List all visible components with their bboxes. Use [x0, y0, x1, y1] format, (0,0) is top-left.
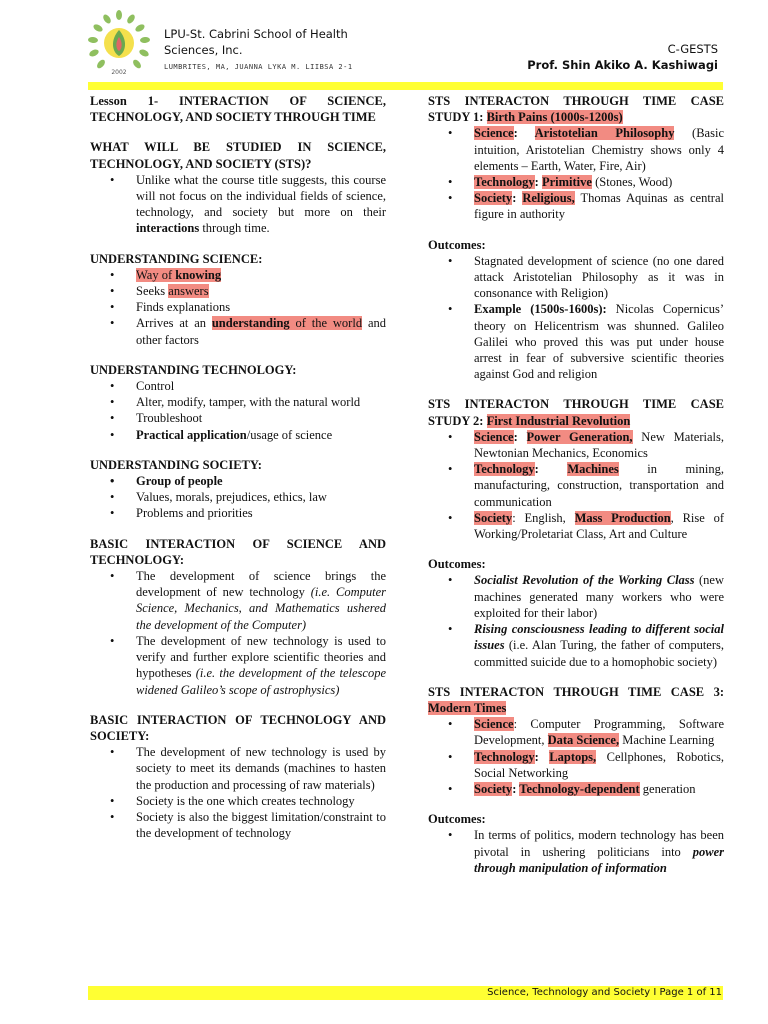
- case-study-1-outcomes-label: Outcomes:: [428, 237, 486, 252]
- list-item: • Finds explanations: [136, 299, 386, 315]
- technology-society-heading: BASIC INTERACTION OF TECHNOLOGY AND SOCIETY:: [90, 712, 386, 743]
- list-item: • Rising consciousness leading to different social issues (i.e. Alan Turing, the father of computers, committed suicide due to a homophobic society): [474, 621, 724, 670]
- case-study-2-list: [428, 429, 724, 542]
- department-code: C-GESTS: [667, 42, 718, 56]
- school-name-line2: Sciences, Inc.: [164, 43, 243, 57]
- page-header: [0, 0, 768, 92]
- school-name: [164, 26, 353, 75]
- case-study-1-list: [428, 125, 724, 222]
- technology-society-list: [90, 744, 386, 841]
- list-item: • Science: Computer Programming, Software Development, Data Science, Machine Learning: [474, 716, 724, 748]
- header-divider-bar: [88, 82, 723, 90]
- case-study-2-outcomes: [428, 572, 724, 669]
- list-item: • The development of new technology is used by society to meet its demands (machines to hasten the production and processing of raw materials): [136, 744, 386, 793]
- case-study-3-outcomes: [428, 827, 724, 876]
- list-item: • In terms of politics, modern technology has been pivotal in ushering politicians into power through manipulation of information: [474, 827, 724, 876]
- case-study-1-outcomes: [428, 253, 724, 383]
- society-heading: UNDERSTANDING SOCIETY:: [90, 457, 262, 472]
- list-item: • Arrives at an understanding of the world and other factors: [136, 315, 386, 347]
- school-name-line1: LPU-St. Cabrini School of Health: [164, 27, 348, 41]
- list-item: • Technology: Machines in mining, manufacturing, construction, transportation and communication: [474, 461, 724, 510]
- list-item: • Science: Power Generation, New Materials, Newtonian Mechanics, Economics: [474, 429, 724, 461]
- page-footer: Science, Technology and Society I Page 1 of 11: [487, 987, 722, 998]
- list-item: • Unlike what the course title suggests, this course will not focus on the individual fields of science, technology, and society but more on their interactions through time.: [136, 172, 386, 237]
- list-item: • Way of knowing: [136, 267, 386, 283]
- technology-list: [90, 378, 386, 443]
- science-heading: UNDERSTANDING SCIENCE:: [90, 251, 263, 266]
- list-item: • Alter, modify, tamper, with the natural world: [136, 394, 386, 410]
- right-column: [428, 93, 724, 876]
- list-item: • Example (1500s-1600s): Nicolas Copernicus’ theory on Helicentrism was shunned. Galileo Galilei who proved this was put under house arrest in fear of subversive scientific theories against God and religion: [474, 301, 724, 382]
- list-item: • Society: English, Mass Production, Rise of Working/Proletariat Class, Art and Culture: [474, 510, 724, 542]
- list-item: • Control: [136, 378, 386, 394]
- case-study-1-heading: STS INTERACTON THROUGH TIME CASE STUDY 1: Birth Pains (1000s-1200s): [428, 94, 724, 125]
- case-study-3-outcomes-label: Outcomes:: [428, 812, 486, 827]
- studied-heading: WHAT WILL BE STUDIED IN SCIENCE, TECHNOLOGY, AND SOCIETY (STS)?: [90, 140, 386, 171]
- list-item: • The development of science brings the development of new technology (i.e. Computer Science, Mechanics, and Mathematics ushered the development of the Computer): [136, 568, 386, 633]
- course-info: [527, 41, 718, 73]
- science-technology-list: [90, 568, 386, 698]
- list-item: • Problems and priorities: [136, 505, 386, 521]
- list-item: • Troubleshoot: [136, 410, 386, 426]
- left-column: [90, 93, 386, 841]
- list-item: • Science: Aristotelian Philosophy (Basic intuition, Aristotelian Chemistry shows only 4 elements – Earth, Water, Fire, Air): [474, 125, 724, 174]
- case-study-2-outcomes-label: Outcomes:: [428, 557, 486, 572]
- list-item: • The development of new technology is used to verify and further explore scientific theories and hypotheses (i.e. the development of the telescope widened Galileo’s scope of astrophysics): [136, 633, 386, 698]
- list-item: • Socialist Revolution of the Working Class (new machines generated many workers who were exploited for their labor): [474, 572, 724, 621]
- case-study-3-heading: STS INTERACTON THROUGH TIME CASE 3: Modern Times: [428, 684, 724, 715]
- list-item: • Technology: Laptops, Cellphones, Robotics, Social Networking: [474, 749, 724, 781]
- list-item: • Group of people: [136, 473, 386, 489]
- science-list: [90, 267, 386, 348]
- school-logo: [88, 10, 150, 76]
- society-list: [90, 473, 386, 522]
- case-study-2-heading: STS INTERACTON THROUGH TIME CASE STUDY 2: First Industrial Revolution: [428, 397, 724, 428]
- case-study-3-list: [428, 716, 724, 797]
- list-item: • Seeks answers: [136, 283, 386, 299]
- professor-name: Prof. Shin Akiko A. Kashiwagi: [527, 58, 718, 72]
- lesson-title: Lesson 1- INTERACTION OF SCIENCE, TECHNOLOGY, AND SOCIETY THROUGH TIME: [90, 94, 386, 125]
- list-item: • Stagnated development of science (no one dared attack Aristotelian Philosophy as it was in consonance with Religion): [474, 253, 724, 302]
- list-item: • Society is also the biggest limitation/constraint to the development of technology: [136, 809, 386, 841]
- svg-text:2002: 2002: [111, 69, 127, 76]
- list-item: • Society is the one which creates technology: [136, 793, 386, 809]
- list-item: • Practical application/usage of science: [136, 427, 386, 443]
- list-item: • Values, morals, prejudices, ethics, law: [136, 489, 386, 505]
- studied-list: [90, 172, 386, 237]
- school-address: LUMBRITES, MA, JUANNA LYKA M. LIIBSA 2-1: [164, 63, 353, 71]
- list-item: • Society: Technology-dependent generation: [474, 781, 724, 797]
- list-item: • Society: Religious, Thomas Aquinas as central figure in authority: [474, 190, 724, 222]
- science-technology-heading: BASIC INTERACTION OF SCIENCE AND TECHNOLOGY:: [90, 536, 386, 567]
- list-item: • Technology: Primitive (Stones, Wood): [474, 174, 724, 190]
- technology-heading: UNDERSTANDING TECHNOLOGY:: [90, 362, 297, 377]
